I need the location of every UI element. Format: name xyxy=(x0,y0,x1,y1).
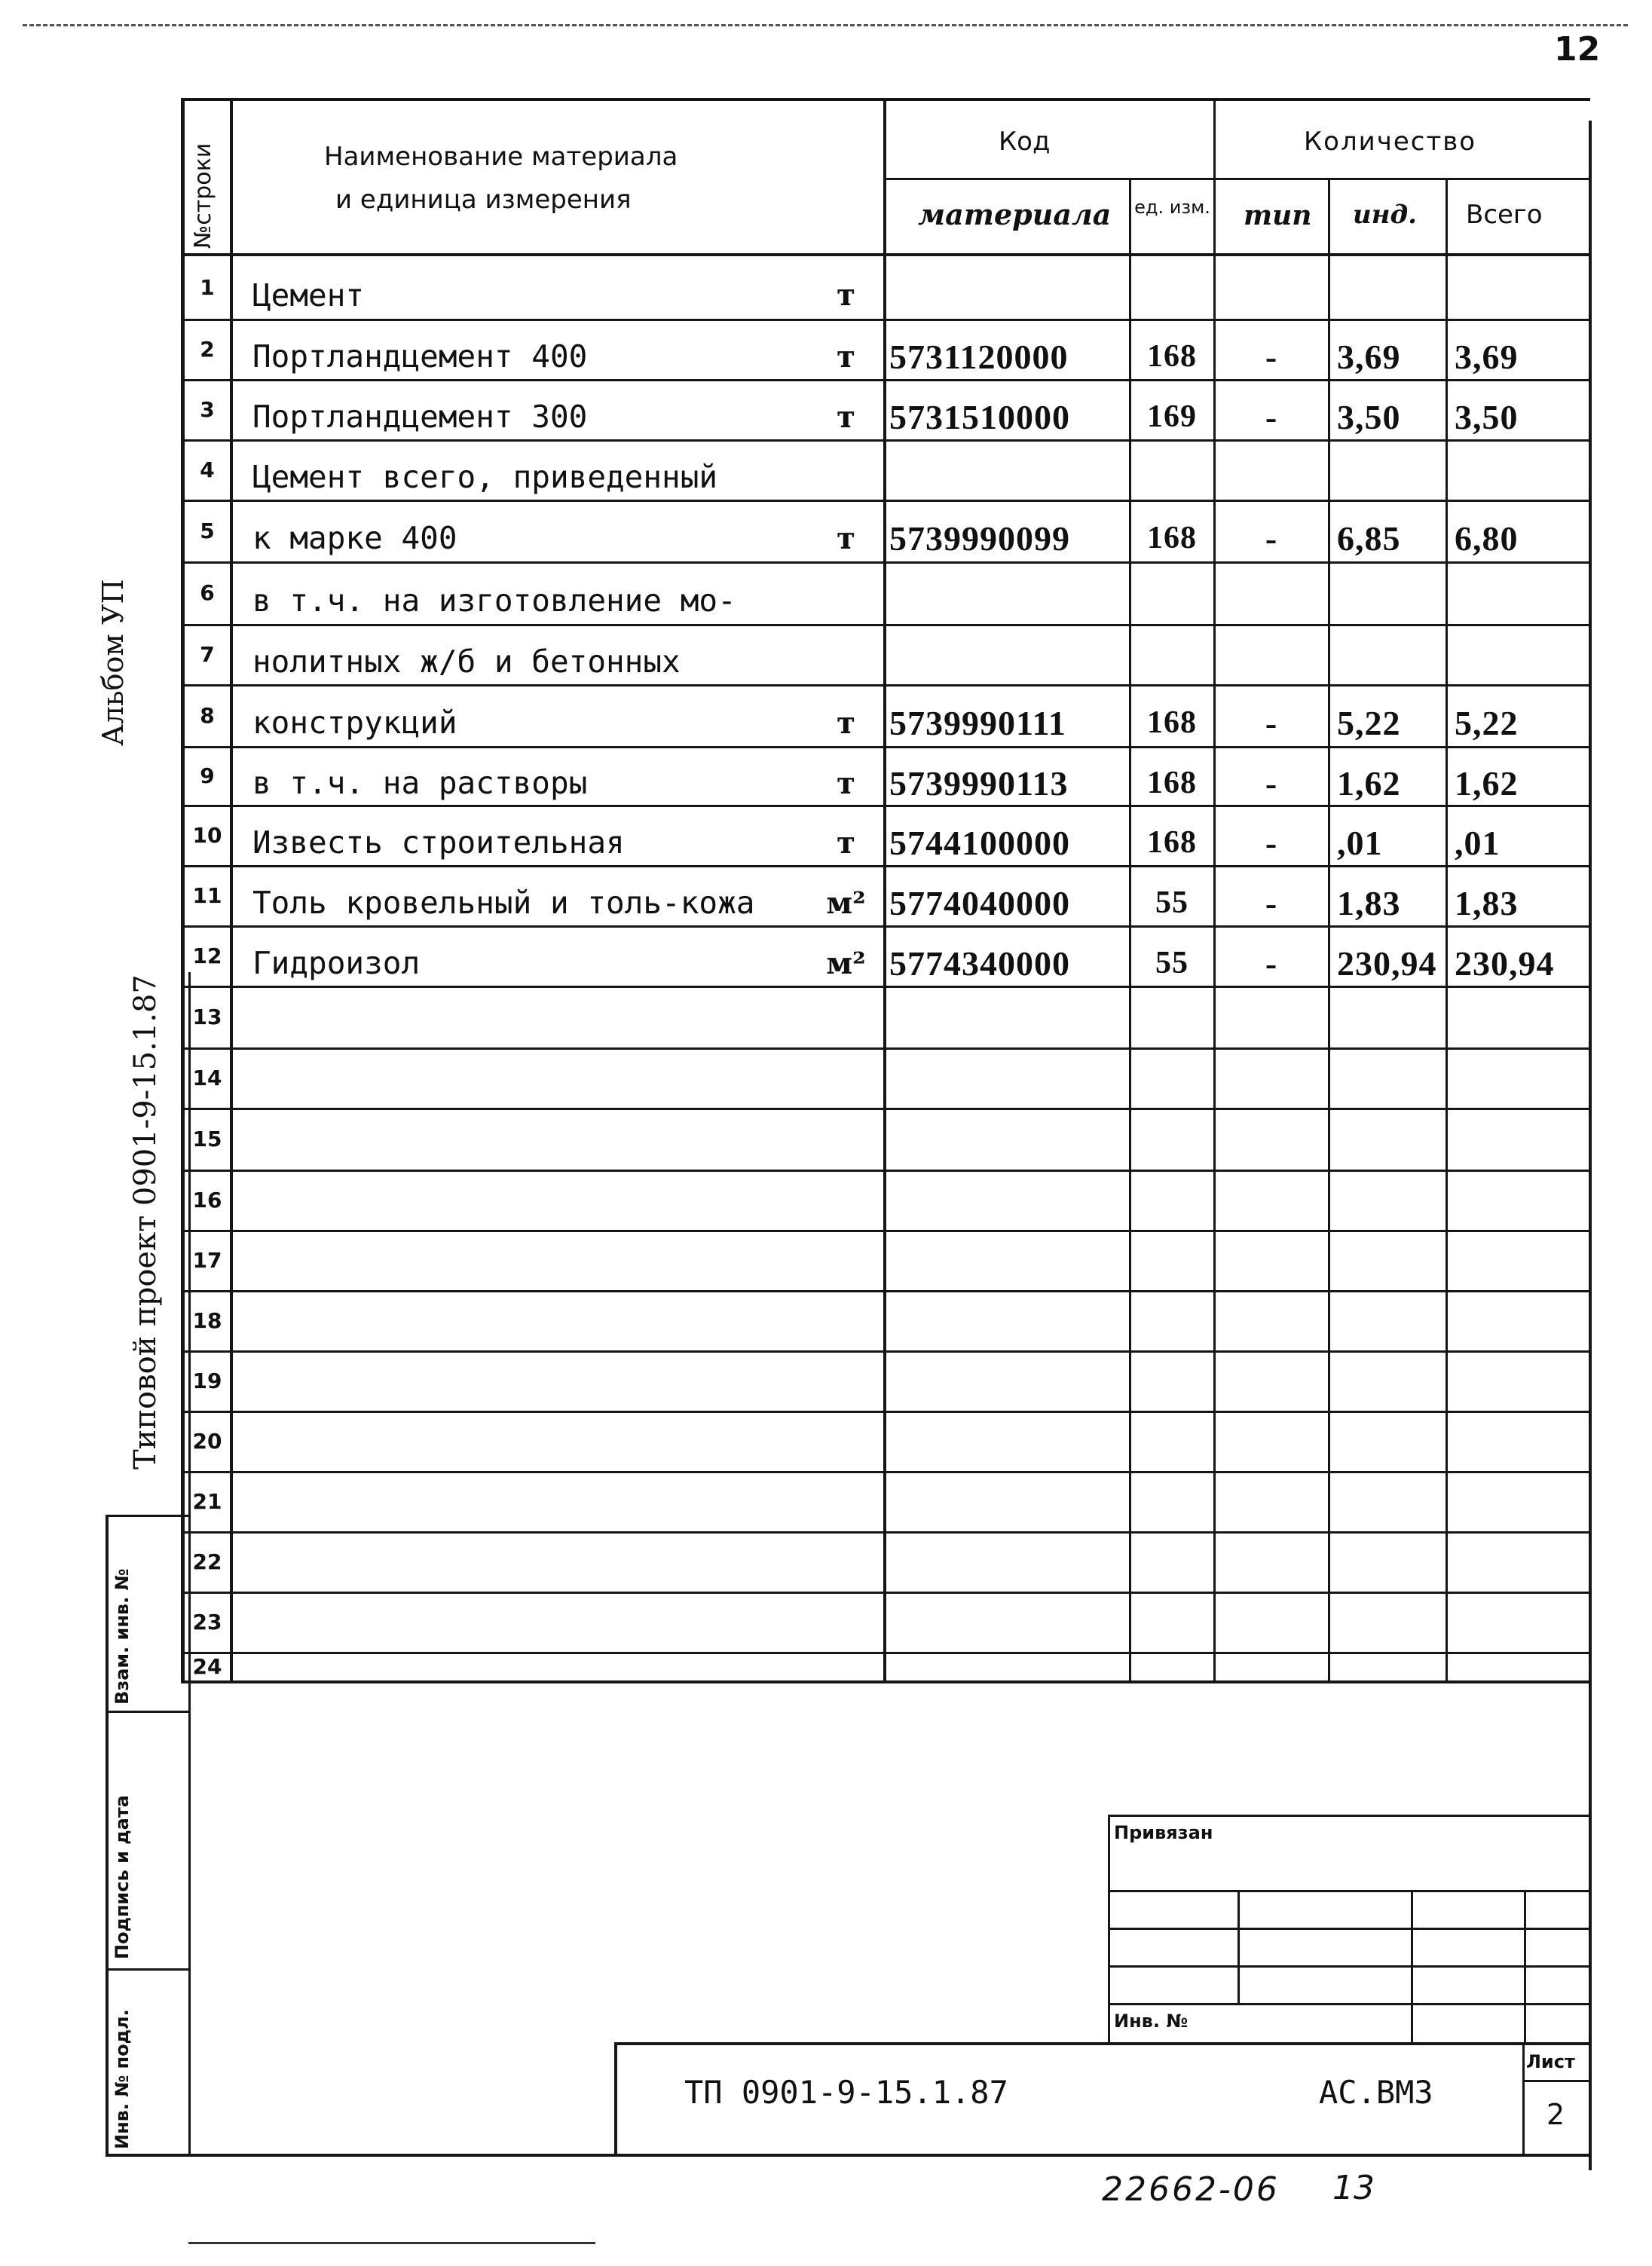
unit-of-measure: м² xyxy=(826,945,866,981)
qty-total xyxy=(1450,986,1593,1055)
qty-ind xyxy=(1332,1108,1450,1177)
unit-code xyxy=(1132,1592,1212,1659)
scan-bottom-border xyxy=(188,2242,595,2244)
sheet-label: Лист xyxy=(1526,2051,1575,2072)
qty-total: 3,69 xyxy=(1455,337,1519,376)
qty-total xyxy=(1450,1471,1593,1539)
qty-ind xyxy=(1332,1471,1450,1539)
unit-of-measure xyxy=(810,1531,882,1599)
qty-total xyxy=(1450,439,1593,507)
qty-ind xyxy=(1332,1170,1450,1237)
qty-total: 6,80 xyxy=(1455,518,1519,558)
material-code xyxy=(889,1350,1127,1418)
col-header-name-line1: Наименование материала xyxy=(324,142,678,172)
qty-total: 5,22 xyxy=(1455,703,1519,742)
material-name: в т.ч. на изготовление мо- xyxy=(252,582,736,619)
qty-type: - xyxy=(1265,518,1278,558)
sheet-code: АС.ВМ3 xyxy=(1319,2074,1433,2111)
table-row xyxy=(0,561,1652,624)
stamp-inv-label: Инв. № подл. xyxy=(112,2009,133,2149)
col-header-total: Всего xyxy=(1466,200,1543,230)
material-code xyxy=(889,561,1127,631)
project-label: Типовой проект 0901-9-15.1.87 xyxy=(128,974,163,1469)
qty-ind xyxy=(1332,986,1450,1055)
qty-type: - xyxy=(1265,823,1278,862)
qty-type xyxy=(1216,439,1326,507)
row-number: 9 xyxy=(200,763,215,788)
table-row xyxy=(0,1350,1652,1411)
unit-code xyxy=(1132,1108,1212,1177)
unit-code: 168 xyxy=(1147,825,1197,860)
material-name: нолитных ж/б и бетонных xyxy=(252,644,681,680)
row-number: 6 xyxy=(200,580,215,605)
table-row xyxy=(0,746,1652,805)
qty-type: - xyxy=(1265,763,1278,803)
row-number: 2 xyxy=(200,336,215,362)
qty-ind xyxy=(1332,1531,1450,1599)
unit-of-measure xyxy=(810,1411,882,1479)
qty-type xyxy=(1216,1170,1326,1237)
qty-ind xyxy=(1332,1230,1450,1298)
material-code: 5739990099 xyxy=(889,518,1070,558)
material-name: Портландцемент 400 xyxy=(252,338,588,375)
row-number: 20 xyxy=(192,1428,222,1454)
material-code xyxy=(889,1108,1127,1177)
unit-code: 55 xyxy=(1155,885,1189,920)
material-code: 5774040000 xyxy=(889,883,1070,922)
stamp-vzam-label: Взам. инв. № xyxy=(112,1568,133,1705)
unit-of-measure xyxy=(810,1290,882,1358)
unit-of-measure: т xyxy=(837,824,855,861)
material-code xyxy=(889,439,1127,507)
material-name xyxy=(252,1290,810,1358)
material-name: в т.ч. на растворы xyxy=(252,765,588,801)
unit-code xyxy=(1132,1047,1212,1115)
table-row xyxy=(0,805,1652,865)
col-header-material: материала xyxy=(918,197,1112,231)
qty-total: 3,50 xyxy=(1455,397,1519,436)
row-number: 19 xyxy=(192,1368,222,1393)
unit-code xyxy=(1132,1290,1212,1358)
material-code: 5739990111 xyxy=(889,703,1066,742)
qty-total xyxy=(1450,1411,1593,1479)
footer-number: 22662-06 xyxy=(1102,2170,1280,2209)
table-row xyxy=(0,865,1652,925)
col-header-code-group: Код xyxy=(999,127,1051,157)
unit-code xyxy=(1132,1230,1212,1298)
table-row xyxy=(0,319,1652,379)
qty-type: - xyxy=(1265,337,1278,376)
unit-code xyxy=(1132,986,1212,1055)
unit-code xyxy=(1132,624,1212,692)
qty-total xyxy=(1450,1592,1593,1659)
material-code xyxy=(889,624,1127,692)
album-label: Альбом УП xyxy=(96,579,130,746)
qty-total xyxy=(1450,1531,1593,1599)
unit-of-measure xyxy=(810,1471,882,1539)
table-row xyxy=(0,379,1652,439)
qty-ind xyxy=(1332,624,1450,692)
material-name: Гидроизол xyxy=(252,945,421,981)
col-header-rownum: №строки xyxy=(190,142,216,249)
col-header-type: тип xyxy=(1244,200,1312,231)
qty-total: ,01 xyxy=(1455,823,1501,862)
table-row xyxy=(0,1531,1652,1592)
qty-ind xyxy=(1332,561,1450,631)
material-name: к марке 400 xyxy=(252,520,457,556)
material-name: Цемент всего, приведенный xyxy=(252,459,718,495)
material-code xyxy=(889,256,1127,326)
material-code: 5774340000 xyxy=(889,943,1070,983)
qty-total xyxy=(1450,1230,1593,1298)
scan-top-border xyxy=(23,24,1628,26)
unit-code xyxy=(1132,1170,1212,1237)
table-row xyxy=(0,1047,1652,1108)
qty-type: - xyxy=(1265,943,1278,983)
qty-total: 1,62 xyxy=(1455,763,1519,803)
unit-of-measure xyxy=(810,1592,882,1659)
qty-ind: ,01 xyxy=(1337,823,1383,862)
material-name: Толь кровельный и толь-кожа xyxy=(252,885,755,921)
row-number: 3 xyxy=(200,396,215,422)
qty-ind: 6,85 xyxy=(1337,518,1401,558)
table-row xyxy=(0,1230,1652,1290)
table-row xyxy=(0,256,1652,319)
qty-total xyxy=(1450,256,1593,326)
material-code xyxy=(889,1230,1127,1298)
unit-code xyxy=(1132,1652,1212,1688)
row-number: 24 xyxy=(192,1653,222,1679)
material-code: 5731510000 xyxy=(889,397,1070,436)
material-code xyxy=(889,1170,1127,1237)
material-name xyxy=(252,986,810,1055)
row-number: 22 xyxy=(192,1549,222,1574)
unit-of-measure: м² xyxy=(826,885,866,921)
unit-of-measure xyxy=(810,439,882,507)
material-name: Цемент xyxy=(252,277,365,313)
qty-total xyxy=(1450,1290,1593,1358)
row-number: 7 xyxy=(200,641,215,667)
table-row xyxy=(0,1170,1652,1230)
unit-of-measure xyxy=(810,561,882,631)
unit-of-measure xyxy=(810,624,882,692)
unit-code xyxy=(1132,256,1212,326)
material-name xyxy=(252,1652,810,1688)
qty-type xyxy=(1216,1350,1326,1418)
qty-total xyxy=(1450,561,1593,631)
material-code xyxy=(889,1411,1127,1479)
qty-total: 230,94 xyxy=(1455,943,1555,983)
qty-type xyxy=(1216,1592,1326,1659)
qty-ind: 1,62 xyxy=(1337,763,1401,803)
row-number: 16 xyxy=(192,1187,222,1213)
unit-of-measure xyxy=(810,1047,882,1115)
row-number: 11 xyxy=(192,882,222,908)
col-header-ind: инд. xyxy=(1353,200,1417,230)
row-number: 14 xyxy=(192,1065,222,1090)
unit-of-measure xyxy=(810,1230,882,1298)
qty-ind xyxy=(1332,1290,1450,1358)
table-row xyxy=(0,925,1652,986)
qty-ind: 3,50 xyxy=(1337,397,1401,436)
material-name xyxy=(252,1350,810,1418)
unit-of-measure xyxy=(810,1350,882,1418)
material-name xyxy=(252,1592,810,1659)
unit-of-measure xyxy=(810,986,882,1055)
unit-of-measure xyxy=(810,1652,882,1688)
qty-type: - xyxy=(1265,703,1278,742)
row-number: 23 xyxy=(192,1609,222,1635)
unit-code: 168 xyxy=(1147,339,1197,374)
material-name xyxy=(252,1047,810,1115)
qty-type xyxy=(1216,1531,1326,1599)
table-row xyxy=(0,684,1652,746)
material-name xyxy=(252,1531,810,1599)
inv-no-label: Инв. № xyxy=(1114,2011,1189,2032)
footer-page: 13 xyxy=(1332,2169,1375,2207)
unit-of-measure: т xyxy=(837,520,855,556)
qty-total xyxy=(1450,1350,1593,1418)
row-number: 10 xyxy=(192,822,222,848)
qty-total xyxy=(1450,1047,1593,1115)
page-number: 12 xyxy=(1554,30,1601,69)
qty-ind xyxy=(1332,256,1450,326)
table-row xyxy=(0,624,1652,684)
table-row xyxy=(0,1108,1652,1170)
material-code xyxy=(889,1652,1127,1688)
row-number: 15 xyxy=(192,1126,222,1151)
col-header-qty-group: Количество xyxy=(1304,127,1477,157)
unit-code: 55 xyxy=(1155,946,1189,980)
qty-total xyxy=(1450,1170,1593,1237)
unit-of-measure: т xyxy=(837,705,855,741)
unit-of-measure: т xyxy=(837,338,855,375)
qty-ind xyxy=(1332,1047,1450,1115)
material-name xyxy=(252,1108,810,1177)
unit-code xyxy=(1132,1531,1212,1599)
table-row xyxy=(0,1471,1652,1531)
qty-type: - xyxy=(1265,397,1278,436)
table-row xyxy=(0,439,1652,500)
qty-type xyxy=(1216,1652,1326,1688)
sheet-number: 2 xyxy=(1546,2098,1565,2131)
privyazan-label: Привязан xyxy=(1114,1822,1213,1843)
qty-type: - xyxy=(1265,883,1278,922)
table-row xyxy=(0,500,1652,561)
material-name xyxy=(252,1471,810,1539)
material-name: Известь строительная xyxy=(252,824,625,861)
qty-total: 1,83 xyxy=(1455,883,1519,922)
material-name xyxy=(252,1230,810,1298)
row-number: 4 xyxy=(200,457,215,482)
row-number: 17 xyxy=(192,1247,222,1273)
unit-of-measure xyxy=(810,1108,882,1177)
material-code xyxy=(889,986,1127,1055)
row-number: 13 xyxy=(192,1004,222,1029)
qty-ind xyxy=(1332,1350,1450,1418)
qty-type xyxy=(1216,1290,1326,1358)
unit-code xyxy=(1132,561,1212,631)
unit-code: 168 xyxy=(1147,521,1197,555)
qty-total xyxy=(1450,624,1593,692)
material-code xyxy=(889,1471,1127,1539)
qty-ind xyxy=(1332,1592,1450,1659)
qty-ind xyxy=(1332,1411,1450,1479)
table-row xyxy=(0,986,1652,1047)
unit-code: 168 xyxy=(1147,766,1197,800)
qty-total xyxy=(1450,1652,1593,1688)
unit-of-measure: т xyxy=(837,399,855,435)
material-code xyxy=(889,1290,1127,1358)
unit-code xyxy=(1132,439,1212,507)
qty-type xyxy=(1216,1047,1326,1115)
qty-type xyxy=(1216,986,1326,1055)
table-row xyxy=(0,1652,1652,1680)
material-code xyxy=(889,1531,1127,1599)
unit-code xyxy=(1132,1411,1212,1479)
doc-code: ТП 0901-9-15.1.87 xyxy=(684,2074,1008,2111)
unit-of-measure xyxy=(810,1170,882,1237)
col-header-unit: ед. изм. xyxy=(1134,197,1210,218)
qty-type xyxy=(1216,624,1326,692)
table-row xyxy=(0,1592,1652,1652)
material-code xyxy=(889,1592,1127,1659)
qty-ind: 5,22 xyxy=(1337,703,1401,742)
col-header-name-line2: и единица измерения xyxy=(335,185,632,215)
unit-of-measure: т xyxy=(837,765,855,801)
row-number: 8 xyxy=(200,702,215,728)
row-number: 12 xyxy=(192,943,222,968)
row-number: 5 xyxy=(200,518,215,543)
unit-code xyxy=(1132,1350,1212,1418)
row-number: 1 xyxy=(200,275,215,300)
unit-code xyxy=(1132,1471,1212,1539)
qty-type xyxy=(1216,256,1326,326)
material-code: 5739990113 xyxy=(889,763,1069,803)
table-row xyxy=(0,1290,1652,1350)
row-number: 21 xyxy=(192,1488,222,1514)
material-code xyxy=(889,1047,1127,1115)
qty-type xyxy=(1216,1230,1326,1298)
unit-code: 169 xyxy=(1147,399,1197,434)
material-name xyxy=(252,1411,810,1479)
qty-type xyxy=(1216,1411,1326,1479)
stamp-sign-label: Подпись и дата xyxy=(112,1795,133,1959)
material-name: конструкций xyxy=(252,705,457,741)
qty-ind: 1,83 xyxy=(1337,883,1401,922)
material-name xyxy=(252,1170,810,1237)
table-row xyxy=(0,1411,1652,1471)
qty-ind xyxy=(1332,1652,1450,1688)
unit-code: 168 xyxy=(1147,705,1197,740)
unit-of-measure: т xyxy=(837,277,855,313)
qty-type xyxy=(1216,1471,1326,1539)
qty-type xyxy=(1216,561,1326,631)
material-code: 5731120000 xyxy=(889,337,1069,376)
qty-total xyxy=(1450,1108,1593,1177)
qty-ind: 230,94 xyxy=(1337,943,1437,983)
qty-ind: 3,69 xyxy=(1337,337,1401,376)
material-code: 5744100000 xyxy=(889,823,1070,862)
material-name: Портландцемент 300 xyxy=(252,399,588,435)
row-number: 18 xyxy=(192,1307,222,1333)
qty-type xyxy=(1216,1108,1326,1177)
qty-ind xyxy=(1332,439,1450,507)
